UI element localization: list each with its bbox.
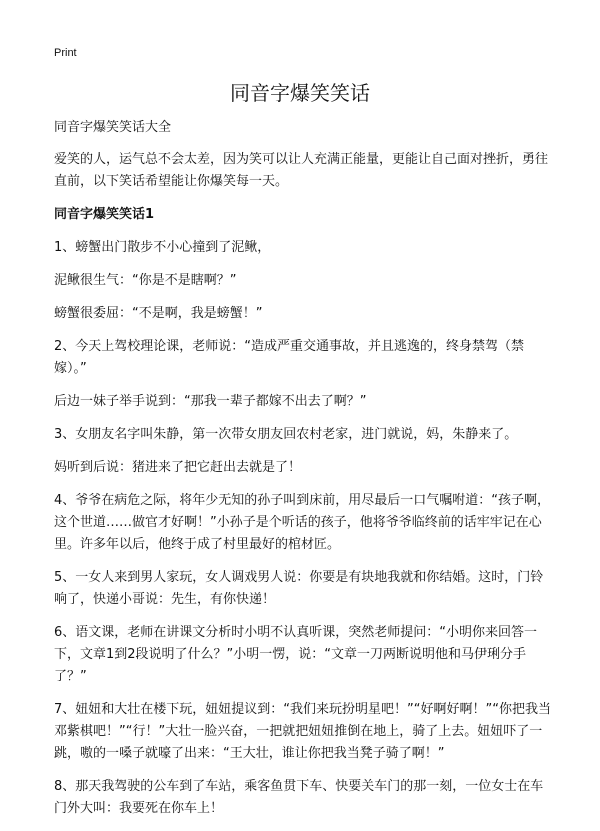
joke-paragraph: 泥鳅很生气：“你是不是瞎啊？” bbox=[54, 273, 237, 288]
article-body bbox=[54, 117, 554, 831]
joke-paragraph: 6、语文课，老师在讲课文分析时小明不认真听课，突然老师提问：“小明你来回答一下，文章1到2段说明了什么？”小明一愣，说：“文章一刀两断说明他和马伊琍分手了？” bbox=[54, 625, 538, 684]
joke-paragraph: 5、一女人来到男人家玩，女人调戏男人说：你要是有块地我就和你结婚。这时，门铃响了，快递小哥说：先生，有你快递！ bbox=[54, 570, 544, 607]
joke-paragraph: 螃蟹很委屈：“不是啊，我是螃蟹！” bbox=[54, 306, 263, 321]
print-link[interactable]: Print bbox=[54, 47, 77, 59]
subtitle: 同音字爆笑笑话大全 bbox=[54, 120, 172, 135]
joke-paragraph: 后边一妹子举手说到：“那我一辈子都嫁不出去了啊？” bbox=[54, 394, 367, 409]
joke-paragraph: 8、那天我驾驶的公车到了车站，乘客鱼贯下车、快要关车门的那一刻，一位女士在车门外大叫：我要死在你车上！ bbox=[54, 779, 544, 816]
joke-paragraph: 2、今天上驾校理论课，老师说：“造成严重交通事故，并且逃逸的，终身禁驾（禁嫁）。” bbox=[54, 339, 525, 376]
intro-paragraph: 爱笑的人，运气总不会太差，因为笑可以让人充满正能量，更能让自己面对挫折，勇往直前，以下笑话希望能让你爆笑每一天。 bbox=[54, 152, 549, 189]
joke-paragraph: 3、女朋友名字叫朱静，第一次带女朋友回农村老家，进门就说，妈，朱静来了。 bbox=[54, 427, 518, 442]
joke-paragraph: 1、螃蟹出门散步不小心撞到了泥鳅， bbox=[54, 240, 271, 255]
joke-paragraph: 7、妞妞和大壮在楼下玩，妞妞提议到：“我们来玩扮明星吧！”“好啊好啊！”“你把我当邓紫棋吧！”“行！”大壮一脸兴奋，一把就把妞妞推倒在地上，骑了上去。妞妞吓了一跳，嗷的一嗓子就嚎了出来：“王大壮，谁让你把我当凳子骑了啊！” bbox=[54, 702, 551, 761]
joke-paragraph: 妈听到后说：猪进来了把它赶出去就是了！ bbox=[54, 460, 302, 475]
page-title: 同音字爆笑笑话 bbox=[230, 81, 370, 105]
joke-paragraph: 4、爷爷在病危之际，将年少无知的孙子叫到床前，用尽最后一口气嘱咐道：“孩子啊，这个世道……做官才好啊！”小孙子是个听话的孩子，他将爷爷临终前的话牢牢记在心里。许多年以后，他终于成了村里最好的棺材匠。 bbox=[54, 493, 551, 552]
section-heading: 同音字爆笑笑话1 bbox=[54, 207, 155, 222]
